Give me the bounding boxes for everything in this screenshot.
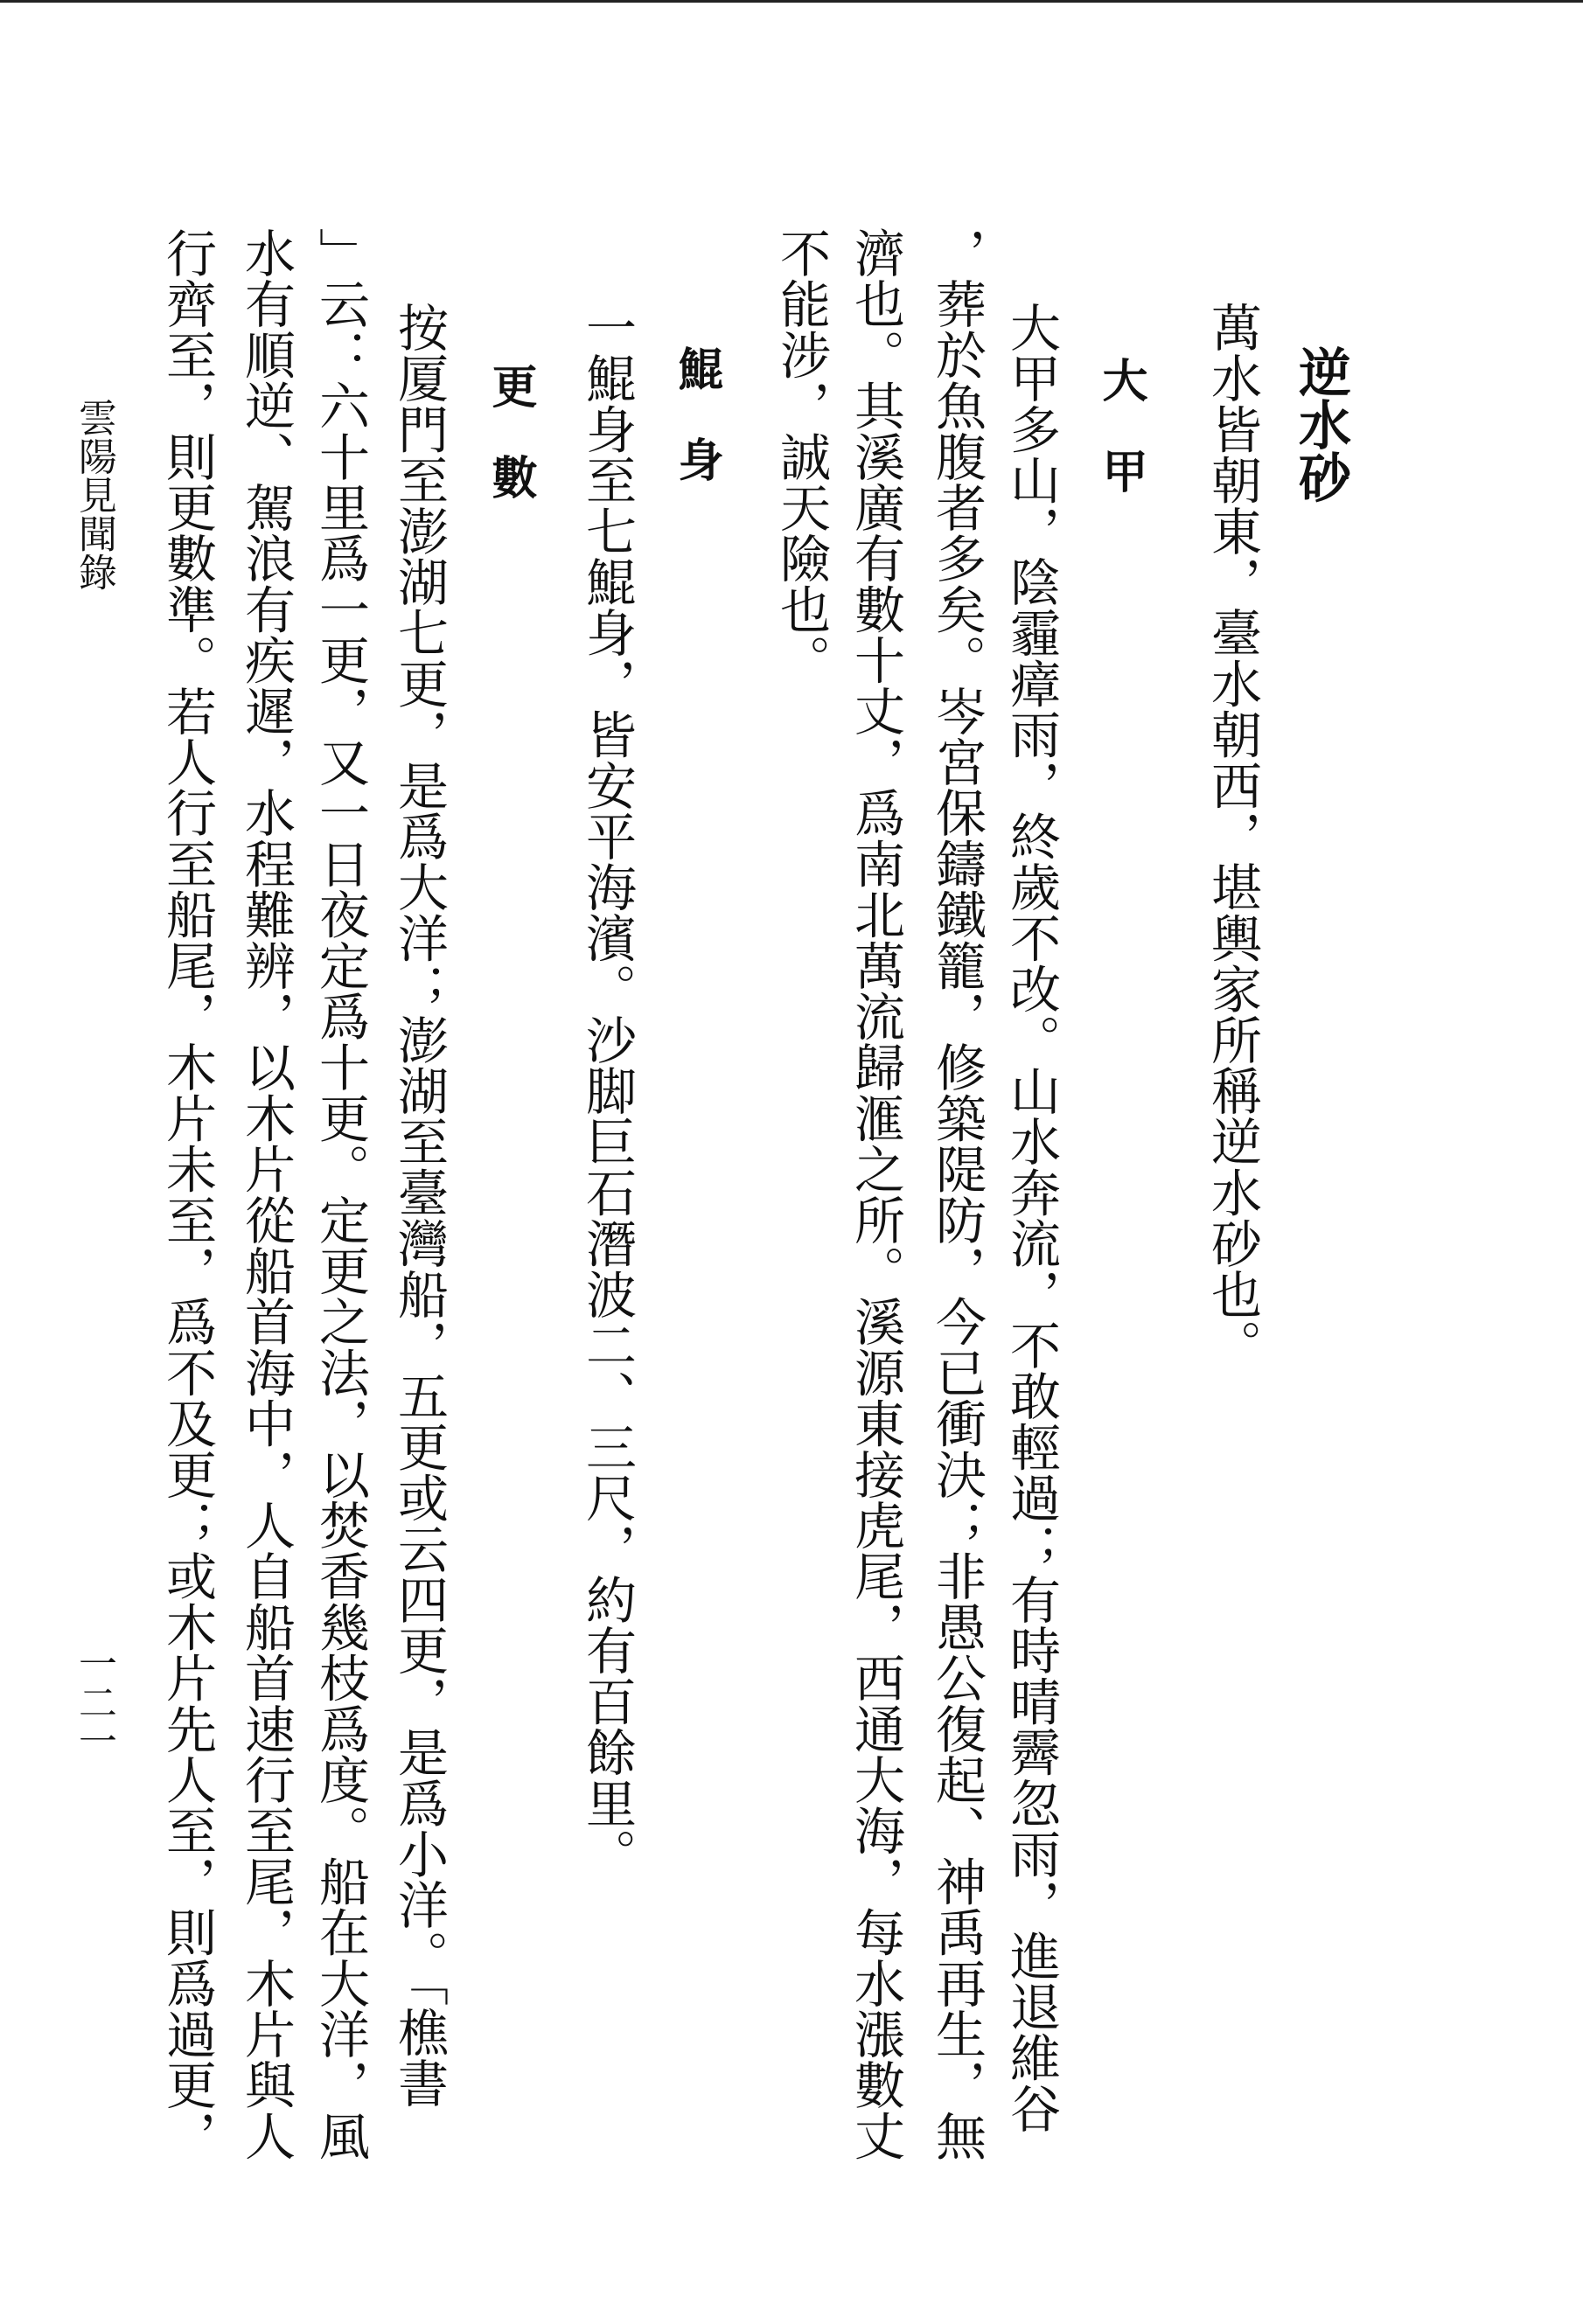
page-number: 一二一 (72, 1644, 116, 1760)
section-heading-gengshu: 更 數 (484, 363, 537, 500)
text-column-6: 不能涉，誠天險也。 (771, 227, 831, 685)
text-column-3: 大甲多山，陰霾瘴雨，終歲不改。山水奔流，不敢輕過；有時晴霽忽雨，進退維谷 (1001, 302, 1061, 2134)
book-title-footer: 雲陽見聞錄 (72, 398, 116, 591)
top-border-line (0, 0, 1583, 3)
text-column-10: 按厦門至澎湖七更，是爲大洋；澎湖至臺灣船，五更或云四更，是爲小洋。「樵書 (389, 302, 449, 2109)
text-column-13: 行齊至，則更數準。若人行至船尾，木片未至，爲不及更；或木片先人至，則爲過更， (157, 227, 217, 2161)
page-title: 逆水砂 (1290, 345, 1351, 504)
section-heading-kunshen: 鯤 身 (670, 345, 723, 483)
text-column-11: 」云：六十里爲一更，又一日夜定爲十更。定更之法，以焚香幾枝爲度。船在大洋，風 (310, 227, 370, 2161)
text-column-1: 萬水皆朝東，臺水朝西，堪輿家所稱逆水砂也。 (1203, 302, 1262, 1371)
text-column-4: ，葬於魚腹者多矣。岑宮保鑄鐵籠，修築隄防，今已衝決；非愚公復起、神禹再生，無 (927, 227, 987, 2161)
text-column-5: 濟也。其溪廣有數十丈，爲南北萬流歸滙之所。溪源東接虎尾，西通大海，每水漲數丈 (846, 227, 905, 2161)
section-heading-dajia: 大 甲 (1094, 357, 1147, 494)
text-column-12: 水有順逆、駕浪有疾遲，水程難辨，以木片從船首海中，人自船首速行至尾，木片與人 (236, 227, 296, 2161)
text-column-8: 一鯤身至七鯤身，皆安平海濱。沙脚巨石潛波二、三尺，約有百餘里。 (577, 302, 637, 1880)
